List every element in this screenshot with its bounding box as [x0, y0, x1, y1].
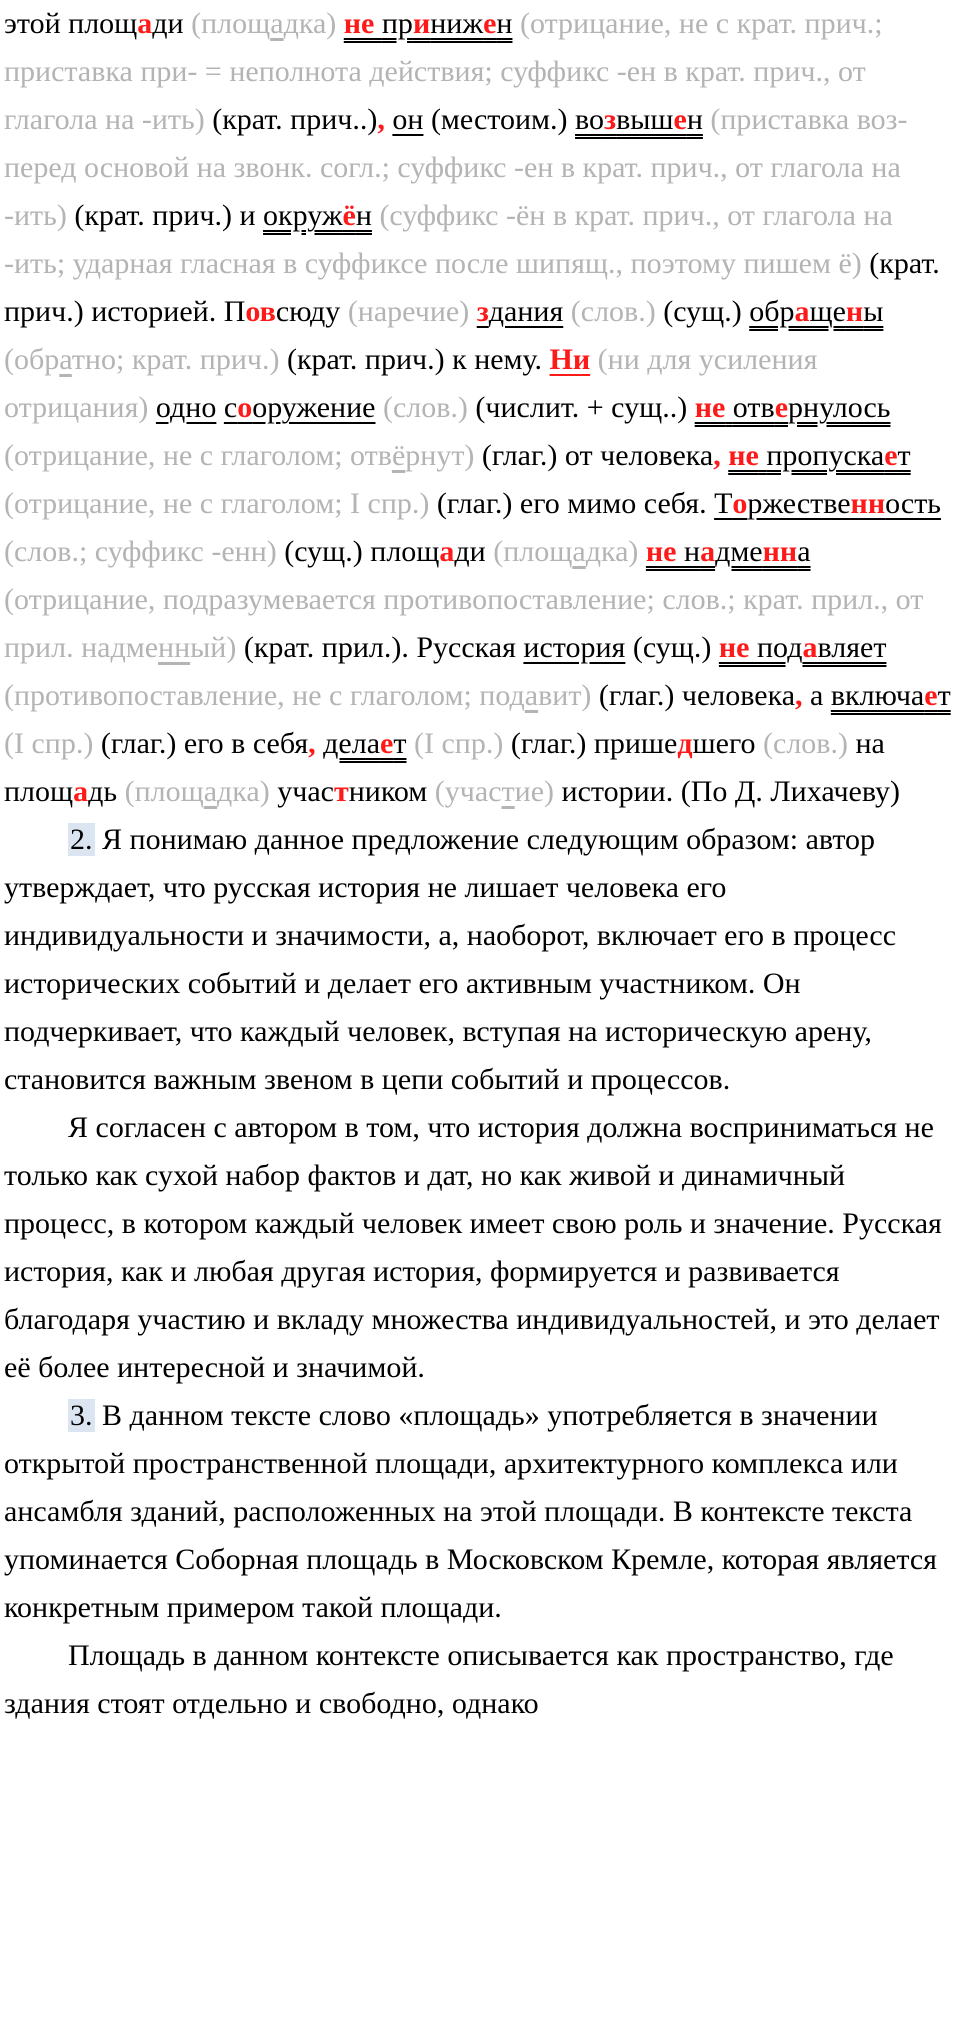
text: вляет: [817, 631, 887, 664]
text: дела: [323, 727, 381, 760]
grammar-note-stress: а: [203, 775, 218, 808]
answer-text: В данном тексте слово «площадь» употребляется в значении открытой пространственной площади, архитектурного комплекса или ансамбля зданий, расположенных на этой площади. В контексте текста упоминается Соборная площадь в Московском Кремле, которая является конкретным примером такой площади.: [4, 1399, 937, 1624]
answer-3-continuation-paragraph: [4, 1632, 954, 1728]
grammar-note: (слов.): [563, 295, 664, 328]
spelling-highlight: е: [924, 679, 938, 712]
text: (сущ.): [625, 631, 719, 664]
text: (сущ.) площ: [284, 535, 440, 568]
grammar-note: (наречие): [347, 295, 477, 328]
spelling-highlight: е: [884, 439, 898, 472]
grammar-note: (площ: [493, 535, 573, 568]
grammar-note-stress: ё: [391, 439, 406, 472]
text: т: [393, 727, 407, 760]
spelling-highlight: е: [774, 391, 789, 424]
subject-word: история: [523, 631, 626, 664]
grammar-note: (I спр.): [4, 727, 101, 760]
grammar-note: (площ: [191, 7, 271, 40]
text: под: [757, 631, 803, 664]
spelling-highlight: а: [439, 535, 455, 568]
spelling-highlight: и: [412, 7, 431, 40]
grammar-note: (отрицание, не с крат. прич.; приставка при- = неполнота действия; суффикс -ен в крат. прич., от глагола на -ить): [4, 7, 883, 136]
grammar-note: рнут): [405, 439, 482, 472]
text: [216, 391, 224, 424]
spelling-highlight: д: [677, 727, 693, 760]
text: шего: [692, 727, 764, 760]
spelling-highlight: о: [237, 391, 253, 424]
grammar-note: (приставка воз- перед основой на звонк. согл.; суффикс -ен в крат. прич., от глагола на -ить): [4, 103, 908, 232]
grammar-note: дка): [283, 7, 344, 40]
text: ы: [863, 295, 884, 328]
grammar-note: (противопоставление, не с глаголом; под: [4, 679, 525, 712]
text: н: [686, 103, 703, 136]
grammar-note: (обр: [4, 343, 60, 376]
answer-text: Я согласен с автором в том, что история должна восприниматься не только как сухой набор фактов и дат, но как живой и динамичный процесс, в котором каждый человек имеет свою роль и значение. Русская история, как и любая другая история, формируется и развивается благодаря участию и вкладу множества индивидуальностей, и это делает её более интересной и значимой.: [4, 1111, 942, 1384]
subject-word: он: [392, 103, 424, 136]
grammar-note: (слов.; суффикс -енн): [4, 535, 285, 568]
text: на площ: [4, 727, 885, 808]
text: выш: [616, 103, 674, 136]
spelling-highlight: о: [732, 487, 748, 520]
spelling-highlight: а: [700, 535, 716, 568]
analysis-paragraph: [4, 0, 954, 816]
text: пропуска: [766, 439, 885, 472]
spelling-highlight: а: [73, 775, 89, 808]
text: ще: [809, 295, 846, 328]
punctuation-highlight: ,: [795, 679, 803, 712]
text: рнулось: [788, 391, 891, 424]
grammar-note: (отрицание, подразумевается противопоставление; слов.; крат. прил., от прил. надме: [4, 583, 924, 664]
grammar-note: вит): [538, 679, 599, 712]
text: отв: [732, 391, 775, 424]
text: (глаг.) от человека: [481, 439, 714, 472]
text: [677, 535, 685, 568]
grammar-note: (площ: [124, 775, 204, 808]
spelling-highlight: не: [343, 7, 382, 40]
text: (крат. прич.) и: [74, 199, 264, 232]
spelling-highlight: ё: [342, 199, 356, 232]
answer-2-paragraph: [4, 816, 954, 1104]
grammar-note: (отрицание, не с глаголом; I спр.): [4, 487, 437, 520]
spelling-highlight: нн: [850, 487, 886, 520]
text: (глаг.) его в себя: [100, 727, 309, 760]
text: ость: [885, 487, 941, 520]
text: ди: [152, 7, 192, 40]
grammar-note: ие): [514, 775, 562, 808]
answer-number: 2.: [70, 823, 93, 856]
spelling-highlight: а: [137, 7, 153, 40]
text: истории. (По Д. Лихачеву): [561, 775, 900, 808]
text: н: [355, 199, 372, 232]
spelling-highlight: з: [476, 295, 489, 328]
text: учас: [277, 775, 334, 808]
text: дь: [88, 775, 125, 808]
spelling-highlight: з: [604, 103, 617, 136]
text: этой площ: [4, 7, 138, 40]
grammar-note: тно; крат. прич.): [71, 343, 287, 376]
punctuation-highlight: ,: [377, 103, 385, 136]
text: (крат. прич.) к нему.: [286, 343, 550, 376]
grammar-note-stress: а: [59, 343, 72, 376]
text: дме: [715, 535, 763, 568]
text: во: [575, 103, 605, 136]
text: (глаг.) его мимо себя.: [436, 487, 715, 520]
spelling-highlight: т: [333, 775, 349, 808]
answer-2-opinion-paragraph: [4, 1104, 954, 1392]
text: а: [797, 535, 811, 568]
text: ржестве: [747, 487, 851, 520]
grammar-note: (I спр.): [406, 727, 511, 760]
text: ником: [348, 775, 435, 808]
text: т: [937, 679, 951, 712]
text: ди: [454, 535, 494, 568]
punctuation-highlight: ,: [713, 439, 721, 472]
text: (глаг.) прише: [510, 727, 678, 760]
text: (глаг.) человека: [598, 679, 796, 712]
grammar-note-stress: а: [572, 535, 586, 568]
spelling-highlight: а: [794, 295, 810, 328]
spelling-highlight: е: [673, 103, 687, 136]
text: обр: [749, 295, 795, 328]
grammar-note: (слов.): [375, 391, 476, 424]
answer-3-paragraph: [4, 1392, 954, 1632]
text: оружение: [252, 391, 376, 424]
text: сюду: [275, 295, 348, 328]
spelling-highlight: е: [380, 727, 394, 760]
text: (местоим.): [423, 103, 576, 136]
text: а: [802, 679, 831, 712]
text: Т: [714, 487, 733, 520]
grammar-note-stress: а: [524, 679, 539, 712]
subject-word: одно: [155, 391, 217, 424]
grammar-note-stress: нн: [158, 631, 191, 664]
grammar-note: дка): [217, 775, 278, 808]
spelling-highlight: ов: [245, 295, 276, 328]
answer-text: Площадь в данном контексте описывается как пространство, где здания стоят отдельно и свободно, однако: [4, 1639, 894, 1720]
grammar-note: ый): [190, 631, 244, 664]
spelling-highlight: нн: [762, 535, 798, 568]
text: ниж: [430, 7, 484, 40]
spelling-highlight: не: [645, 535, 677, 568]
text: (числит. + сущ..): [475, 391, 695, 424]
spelling-highlight: а: [802, 631, 818, 664]
spelling-highlight: е: [483, 7, 497, 40]
grammar-note-stress: а: [270, 7, 284, 40]
text: т: [897, 439, 911, 472]
spelling-highlight: н: [845, 295, 864, 328]
text: (крат. прил.). Русская: [243, 631, 524, 664]
text: н: [496, 7, 513, 40]
grammar-note: (суффикс -ён в крат. прич., от глагола на -ить; ударная гласная в суффиксе после шипящ., поэтому пишем ё): [4, 199, 893, 280]
grammar-note: дка): [585, 535, 646, 568]
spelling-highlight: Ни: [549, 343, 591, 376]
text: (сущ.): [663, 295, 750, 328]
text: с: [223, 391, 238, 424]
spelling-highlight: не: [728, 439, 759, 472]
grammar-note: (слов.): [763, 727, 856, 760]
text: окруж: [263, 199, 343, 232]
answer-number: 3.: [70, 1399, 93, 1432]
text: [725, 391, 733, 424]
grammar-note: (учас: [434, 775, 502, 808]
answer-text: Я понимаю данное предложение следующим образом: автор утверждает, что русская история не лишает человека его индивидуальности и значимости, а, наоборот, включает его в процесс исторических событий и делает его активным участником. Он подчеркивает, что каждый человек, вступая на историческую арену, становится важным звеном в цепи событий и процессов.: [4, 823, 897, 1096]
text: [750, 631, 758, 664]
text: (крат. прич.) историей. П: [4, 247, 940, 328]
punctuation-highlight: ,: [308, 727, 316, 760]
spelling-highlight: не: [718, 631, 750, 664]
grammar-note-stress: т: [501, 775, 515, 808]
text: н: [684, 535, 701, 568]
text: (крат. прич..): [212, 103, 378, 136]
text: пр: [381, 7, 413, 40]
text: дания: [488, 295, 564, 328]
grammar-note: (отрицание, не с глаголом; отв: [4, 439, 392, 472]
text: включа: [830, 679, 925, 712]
spelling-highlight: не: [694, 391, 726, 424]
grammar-note: (ни для усиления отрицания): [4, 343, 818, 424]
